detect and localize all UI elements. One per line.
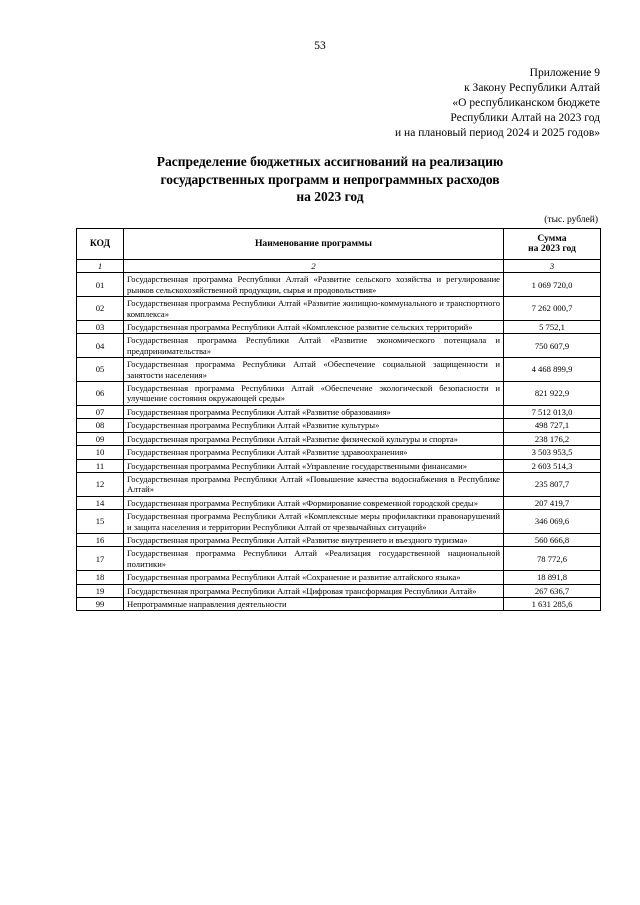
appendix-line: Приложение 9 xyxy=(529,67,600,79)
row-amount: 3 503 953,5 xyxy=(504,446,601,459)
row-code: 16 xyxy=(77,533,124,546)
row-program-name: Государственная программа Республики Алтай «Развитие внутреннего и въездного туризма» xyxy=(124,533,504,546)
header-amount-line: Сумма xyxy=(537,232,567,244)
table-header-row xyxy=(77,229,601,260)
row-program-name: Государственная программа Республики Алтай «Реализация государственной национальной политики» xyxy=(124,547,504,571)
document-title xyxy=(60,153,600,206)
title-line: на 2023 год xyxy=(296,189,364,204)
appendix-line: «О республиканском бюджете xyxy=(452,97,600,109)
row-code: 19 xyxy=(77,584,124,597)
table-row xyxy=(77,510,601,534)
table-row xyxy=(77,321,601,334)
row-amount: 1 069 720,0 xyxy=(504,273,601,297)
row-code: 07 xyxy=(77,405,124,418)
row-amount: 235 807,7 xyxy=(504,472,601,496)
row-program-name: Государственная программа Республики Алтай «Комплексные меры профилактики правонарушений и защита населения и территории Республики Алтай от чрезвычайных ситуаций» xyxy=(124,510,504,534)
row-program-name: Государственная программа Республики Алтай «Повышение качества водоснабжения в Республике Алтай» xyxy=(124,472,504,496)
table-row xyxy=(77,273,601,297)
row-amount: 238 176,2 xyxy=(504,432,601,445)
budget-table xyxy=(76,228,601,611)
row-amount: 560 666,8 xyxy=(504,533,601,546)
appendix-line: и на плановый период 2024 и 2025 годов» xyxy=(395,127,600,139)
row-amount: 7 512 013,0 xyxy=(504,405,601,418)
table-row xyxy=(77,419,601,432)
row-program-name: Государственная программа Республики Алтай «Развитие физической культуры и спорта» xyxy=(124,432,504,445)
table-row xyxy=(77,459,601,472)
row-program-name: Государственная программа Республики Алтай «Цифровая трансформация Республики Алтай» xyxy=(124,584,504,597)
unit-label: (тыс. рублей) xyxy=(544,215,598,225)
table-row xyxy=(77,571,601,584)
row-code: 15 xyxy=(77,510,124,534)
row-amount: 7 262 000,7 xyxy=(504,297,601,321)
column-number: 1 xyxy=(77,260,124,273)
row-code: 01 xyxy=(77,273,124,297)
row-amount: 267 636,7 xyxy=(504,584,601,597)
column-number-row xyxy=(77,260,601,273)
header-amount xyxy=(504,229,601,260)
table-row xyxy=(77,405,601,418)
row-program-name: Государственная программа Республики Алтай «Комплексное развитие сельских территорий» xyxy=(124,321,504,334)
table-row xyxy=(77,597,601,610)
row-program-name: Государственная программа Республики Алтай «Формирование современной городской среды» xyxy=(124,496,504,509)
row-amount: 750 607,9 xyxy=(504,334,601,358)
column-number: 2 xyxy=(124,260,504,273)
table-row xyxy=(77,334,601,358)
row-code: 06 xyxy=(77,382,124,406)
row-code: 12 xyxy=(77,472,124,496)
row-program-name: Государственная программа Республики Алтай «Развитие экономического потенциала и предпринимательства» xyxy=(124,334,504,358)
row-amount: 821 922,9 xyxy=(504,382,601,406)
row-amount: 498 727,1 xyxy=(504,419,601,432)
table-row xyxy=(77,547,601,571)
table-row xyxy=(77,432,601,445)
page-number: 53 xyxy=(314,40,326,52)
row-program-name: Государственная программа Республики Алтай «Развитие здравоохранения» xyxy=(124,446,504,459)
row-code: 10 xyxy=(77,446,124,459)
table-row xyxy=(77,358,601,382)
row-code: 05 xyxy=(77,358,124,382)
row-program-name: Государственная программа Республики Алтай «Развитие образования» xyxy=(124,405,504,418)
row-code: 04 xyxy=(77,334,124,358)
row-code: 14 xyxy=(77,496,124,509)
row-amount: 78 772,6 xyxy=(504,547,601,571)
row-program-name: Государственная программа Республики Алтай «Управление государственными финансами» xyxy=(124,459,504,472)
row-amount: 1 631 285,6 xyxy=(504,597,601,610)
row-amount: 207 419,7 xyxy=(504,496,601,509)
row-code: 99 xyxy=(77,597,124,610)
appendix-line: Республики Алтай на 2023 год xyxy=(450,112,600,124)
appendix-block xyxy=(395,66,600,141)
header-code: КОД xyxy=(77,229,124,260)
header-amount-line: на 2023 год xyxy=(528,243,576,254)
table-row xyxy=(77,584,601,597)
row-code: 02 xyxy=(77,297,124,321)
table-row xyxy=(77,496,601,509)
row-code: 03 xyxy=(77,321,124,334)
row-program-name: Государственная программа Республики Алтай «Сохранение и развитие алтайского языка» xyxy=(124,571,504,584)
row-program-name: Государственная программа Республики Алтай «Обеспечение экологической безопасности и улучшение состояния окружающей среды» xyxy=(124,382,504,406)
row-amount: 346 069,6 xyxy=(504,510,601,534)
row-amount: 18 891,8 xyxy=(504,571,601,584)
table-body xyxy=(77,273,601,611)
row-amount: 5 752,1 xyxy=(504,321,601,334)
table-row xyxy=(77,382,601,406)
row-code: 11 xyxy=(77,459,124,472)
row-program-name: Государственная программа Республики Алтай «Развитие сельского хозяйства и регулирование рынков сельскохозяйственной продукции, сырья и продовольствия» xyxy=(124,273,504,297)
title-line: государственных программ и непрограммных расходов xyxy=(160,171,500,187)
table-row xyxy=(77,472,601,496)
row-code: 08 xyxy=(77,419,124,432)
row-code: 17 xyxy=(77,547,124,571)
row-code: 18 xyxy=(77,571,124,584)
row-code: 09 xyxy=(77,432,124,445)
header-name: Наименование программы xyxy=(124,229,504,260)
row-amount: 4 468 899,9 xyxy=(504,358,601,382)
table-row xyxy=(77,533,601,546)
title-line: Распределение бюджетных ассигнований на реализацию xyxy=(156,154,504,169)
row-program-name: Государственная программа Республики Алтай «Развитие жилищно-коммунального и транспортного комплекса» xyxy=(124,297,504,321)
table-row xyxy=(77,297,601,321)
appendix-line: к Закону Республики Алтай xyxy=(464,82,600,94)
row-program-name: Государственная программа Республики Алтай «Развитие культуры» xyxy=(124,419,504,432)
table-row xyxy=(77,446,601,459)
row-amount: 2 603 514,3 xyxy=(504,459,601,472)
column-number: 3 xyxy=(504,260,601,273)
row-program-name: Непрограммные направления деятельности xyxy=(124,597,504,610)
row-program-name: Государственная программа Республики Алтай «Обеспечение социальной защищенности и занятости населения» xyxy=(124,358,504,382)
